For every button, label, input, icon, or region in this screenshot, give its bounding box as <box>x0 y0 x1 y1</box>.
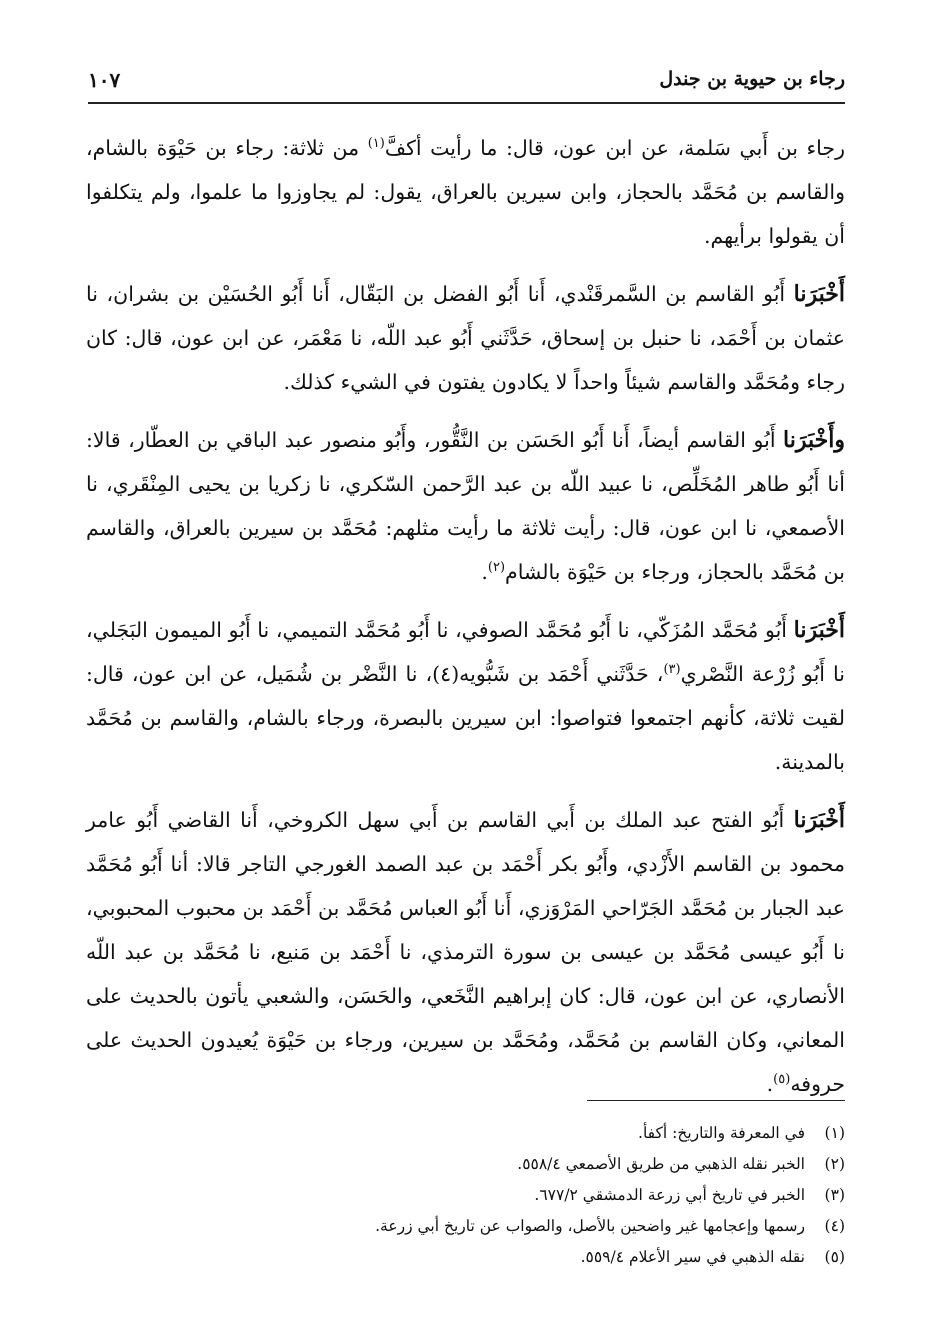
footnote-item <box>86 1242 845 1273</box>
footnote-text: الخبر نقله الذهبي من طريق الأصمعي ٥٥٨/٤. <box>517 1155 805 1173</box>
footnote-marker: (١) <box>367 136 385 152</box>
footnote-marker: (٢) <box>487 560 506 576</box>
paragraph-text-tail: ، حَدَّثَني أَحْمَد بن شَبُّويه(٤)، نا النَّضْر بن شُمَيل، عن ابن عون، قال: لقيت ثلاثة، كأنهم اجتمعوا فتواصوا: ابن سيرين بالبصرة، ورجاء بالشام، والقاسم بن مُحَمَّد بالمدينة. <box>86 662 845 774</box>
footnote-number: (٢) <box>824 1155 845 1173</box>
paragraph-lead-word: أَخْبَرَنا <box>793 617 845 643</box>
footnote-separator <box>587 1100 845 1101</box>
footnote-item <box>86 1118 845 1149</box>
footnote-item <box>86 1180 845 1211</box>
paragraph-text-tail: . <box>481 560 488 584</box>
paragraph-lead-word: أَخْبَرَنا <box>793 281 845 307</box>
paragraph-text-tail: . <box>766 1072 774 1096</box>
paragraph <box>86 126 845 258</box>
footnote-text: الخبر في تاريخ أبي زرعة الدمشقي ٦٧٧/٢. <box>534 1186 805 1204</box>
paragraph-lead-word: وأَخْبَرَنا <box>783 427 845 453</box>
paragraph-text: أَبُو مُحَمَّد المُزَكّي، نا أَبُو مُحَمَّد الصوفي، نا أَبُو مُحَمَّد التميمي، نا أَبُو الميمون البَجَلي، نا أَبُو زُرْعة النَّصْري <box>86 618 846 686</box>
footnote-number: (١) <box>824 1124 845 1142</box>
paragraph-text: أَبُو القاسم بن السَّمرقَنْدي، أَنا أَبُو الفضل بن البَقّال، أَنا أَبُو الحُسَيْن بن بشران، نا عثمان بن أَحْمَد، نا حنبل بن إسحاق، حَدَّثَني أَبُو عبد اللّه، نا مَعْمَر، عن ابن عون، قال: كان رجاء ومُحَمَّد والقاسم شيئاً واحداً لا يكادون يفتون في الشيء كذلك. <box>86 282 845 394</box>
paragraph-lead-word: أَخْبَرَنا <box>793 807 845 833</box>
footnotes-list <box>86 1118 845 1273</box>
running-title: رجاء بن حيوية بن جندل <box>659 68 845 90</box>
footnote-text: رسمها وإعجامها غير واضحين بالأصل، والصواب عن تاريخ أبي زرعة. <box>375 1217 805 1235</box>
footnote-item <box>86 1149 845 1180</box>
footnote-marker: (٣) <box>663 662 681 678</box>
footnote-number: (٣) <box>824 1186 845 1204</box>
footnote-item <box>86 1211 845 1242</box>
paragraph <box>86 418 845 594</box>
paragraph <box>86 608 845 784</box>
paragraph-text: رجاء بن أَبي سَلمة، عن ابن عون، قال: ما رأيت أكفَّ <box>384 136 845 160</box>
footnote-marker: (٥) <box>773 1072 791 1088</box>
footnote-number: (٥) <box>824 1248 845 1266</box>
main-text <box>86 126 845 1120</box>
running-header <box>88 62 845 104</box>
paragraph-text: أَبُو القاسم أيضاً، أَنا أَبُو الحَسَن بن النَّقُّور، وأَبُو منصور عبد الباقي بن العطّار، قالا: أنا أَبُو طاهر المُخَلِّص، نا عبيد اللّه بن عبد الرَّحمن السّكري، نا زكريا بن يحيى المِنْقَري، نا الأصمعي، نا ابن عون، قال: رأيت ثلاثة ما رأيت مثلهم: مُحَمَّد بن سيرين بالعراق، والقاسم بن مُحَمَّد بالحجاز، ورجاء بن حَيْوَة بالشام <box>86 428 845 584</box>
footnote-number: (٤) <box>824 1217 845 1235</box>
paragraph <box>86 272 845 404</box>
paragraph-text-tail: من ثلاثة: رجاء بن حَيْوَة بالشام، والقاسم بن مُحَمَّد بالحجاز، وابن سيرين بالعراق، يقول: لم يجاوزوا ما علموا، ولم يتكلفوا أن يقولوا برأيهم. <box>86 136 845 248</box>
paragraph-text: أَبُو الفتح عبد الملك بن أَبي القاسم بن أَبي سهل الكروخي، أَنا القاضي أَبُو عامر محمود بن القاسم الأَزْدي، وأَبُو بكر أَحْمَد بن عبد الصمد الغورجي التاجر قالا: أنا أَبُو مُحَمَّد عبد الجبار بن مُحَمَّد الجَرّاحي المَرْوَزي، أَنا أَبُو العباس مُحَمَّد بن أَحْمَد بن محبوب المحبوبي، نا أَبُو عيسى مُحَمَّد بن عيسى بن سورة الترمذي، نا أَحْمَد بن مَنيع، نا مُحَمَّد بن عبد اللّه الأنصاري، عن ابن عون، قال: كان إبراهيم النَّخَعي، والحَسَن، والشعبي يأتون بالحديث على المعاني، وكان القاسم بن مُحَمَّد، ومُحَمَّد بن سيرين، ورجاء بن حَيْوَة يُعيدون الحديث على حروفه <box>86 808 845 1096</box>
paragraph <box>86 798 845 1106</box>
page-number: ١٠٧ <box>88 68 121 92</box>
footnote-text: في المعرفة والتاريخ: أكفأ. <box>638 1124 805 1142</box>
footnote-text: نقله الذهبي في سير الأعلام ٥٥٩/٤. <box>580 1248 805 1266</box>
